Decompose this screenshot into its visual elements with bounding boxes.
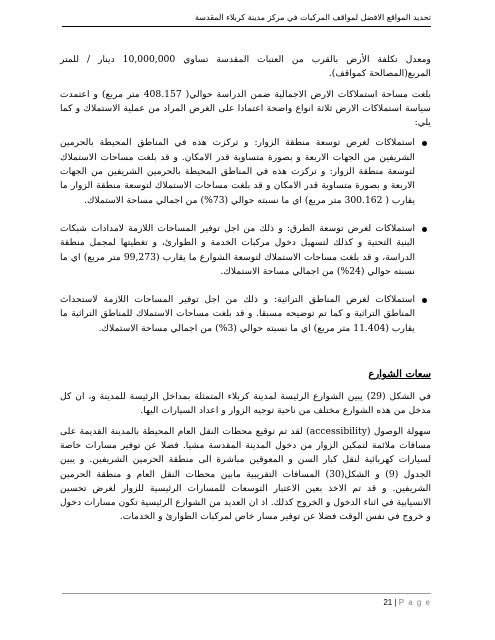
- bullet-icon: [422, 227, 427, 232]
- paragraph-main-streets: في الشكل (29) يبين الشوارع الرئيسة لمدينة كربلاء المتمثلة بمداخل الرئيسة للمدينة و، ان كل مدخل من هذه الشوارع مختلف من ناحية توجيه الزوار و اعداد السيارات اليها.: [60, 391, 431, 417]
- page-footer: [62, 593, 431, 610]
- list-item: [60, 136, 431, 207]
- page-header: [62, 12, 431, 27]
- list-item: [60, 222, 431, 279]
- header-title: تحديد المواقع الافضل لمواقف المركبات في مركز مدينة كربلاء المقدسة: [195, 13, 431, 22]
- bullet-icon: [422, 141, 427, 146]
- list-item-text: استملاكات لغرض توسعة الطرق: و ذلك من اجل توفير المساحات اللازمة لامدادات شبكات البنية التحتية و كذلك لتسهيل دخول مركبات الخدمة و الطوارئ، و تغطيتها لمجمل منطقة الدراسة، و قد بلغت مساحات الاستملاك لتوسعة الشوارع ما يقارب (99,273 متر مربع) اي ما نسبته حوالي (24%) من اجمالي مساحة الاستملاك.: [60, 222, 416, 277]
- list-item-text: استملاكات لغرض المناطق التراثية: و ذلك من اجل توفير المساحات اللازمة لاستحداث المناطق التراثية و كما تم توضيحه مسبقا. و قد بلغت مساحات الاستملاك للمناطق التراثية ما يقارب (11.404 متر مربع) اي ما نسبته حوالي (3%) من اجمالي مساحة الاستملاك.: [60, 294, 415, 334]
- paragraph-accessibility: سهولة الوصول (accessibility) لقد تم توقيع محطات النقل العام المحيطة بالمدينة القديمة على مسافات ملائمة لتمكين الزوار من دخول المدينة المقدسة مشيا. فضلا عن توفير مسارات خاصة لسيارات كهربائية لنقل كبار السن و المعوقين مباشرة الى منطقة الحرمين الشريفين. و يبين الجدول (9) و الشكل(30) المسافات التقريبية مابين محطات النقل العام و منطقة الحرمين الشريفين. و قد تم الاخذ بعين الاعتبار التوسعات للمسارات الرئيسية للزوار لغرض تحسين الانسيابية في اثناء الدخول و الخروج كذلك. اذ ان العديد من الشوارع الرئيسية تكون مسارات دخول و خروج في نفس الوقت فضلا عن توفير مسار خاص لمركبات الطوارئ و الخدمات.: [60, 425, 431, 523]
- list-item-text: استملاكات لغرض توسعة منطقة الزوار: و تركزت هذه في المناطق المحيطة بالحرمين الشريفين من الجهات الاربعة و بصورة متساوية قدر الامكان. و قد بلغت مساحات الاستملاك لتوسعة منطقة الزوار: و تركزت هذه في المناطق المحيطة بالحرمين الشريفين من الجهات الاربعة و بصورة متساوية قدر الامكان و قد بلغت مساحات الاستملاك لتوسعة منطقة الزوار ما يقارب ( 300.162 متر مربع) اي ما نسبته حوالي (73%) من اجمالي مساحة الاستملاك.: [60, 137, 415, 206]
- page-content: [60, 53, 431, 531]
- section-heading: سعات الشوارع: [368, 369, 431, 381]
- page-label: P a g e: [398, 598, 431, 607]
- acquisition-types-list: [60, 136, 431, 336]
- paragraph-acquisition-total: بلغت مساحة استملاكات الارض الاجمالية ضمن الدراسة حوالي( 408.157 متر مربع) و اعتمدت سياسة استملاكات الارض ثلاثة انواع واضحة اعتمادا على الغرض المراد من عملية الاستملاك و كما يلي:: [60, 88, 431, 129]
- footer-separator: |: [394, 598, 397, 607]
- page-number: 21: [383, 598, 393, 607]
- bullet-icon: [422, 298, 427, 303]
- list-item: [60, 293, 431, 336]
- paragraph-land-cost: ومعدل تكلفة الأرض بالقرب من العتبات المقدسة تساوي 10,000,000 دينار / للمتر المربع(المصالحة كمواقف).: [60, 54, 431, 80]
